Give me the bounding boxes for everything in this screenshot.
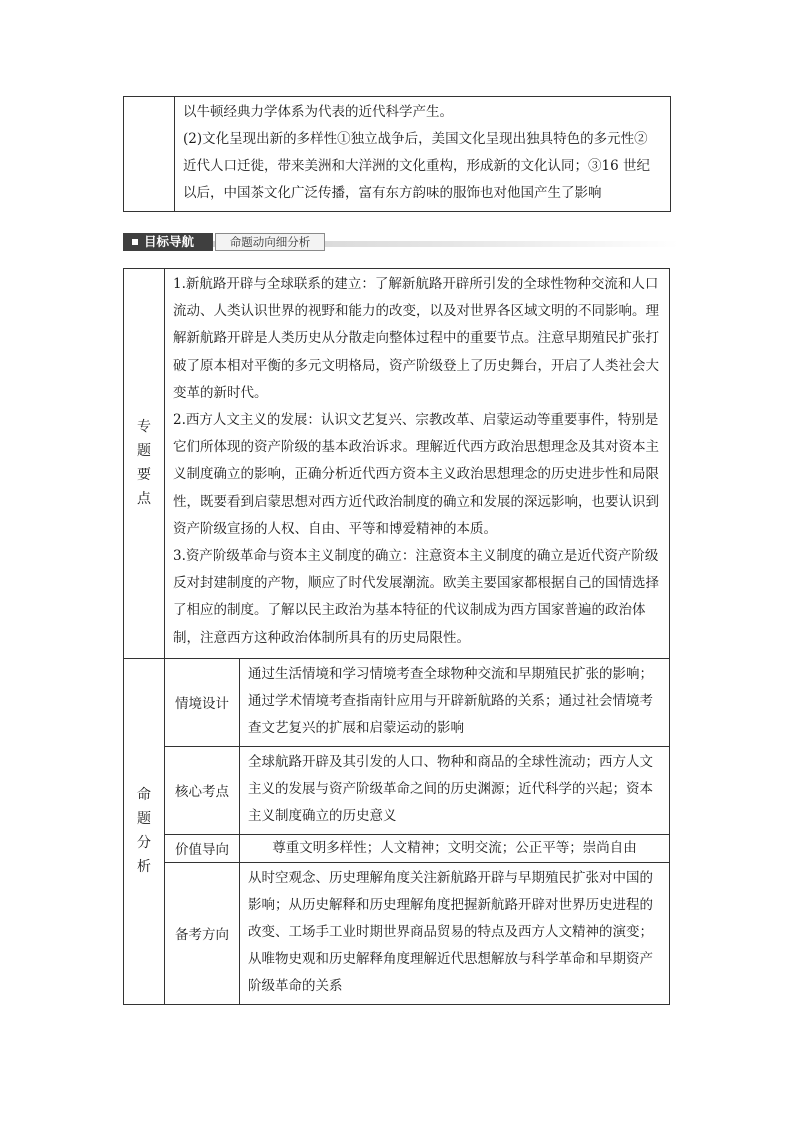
analysis-sublabel: 备考方向	[165, 862, 240, 1004]
analysis-label	[124, 658, 165, 1004]
analysis-row	[124, 658, 670, 746]
analysis-row	[124, 862, 670, 1004]
continuation-text-cell	[175, 97, 671, 212]
analysis-text: 尊重文明多样性；人文精神；文明交流；公正平等；崇尚自由	[240, 834, 670, 862]
analysis-row	[124, 834, 670, 862]
banner-subtitle: 命题动向细分析	[215, 233, 325, 251]
continuation-label-cell	[124, 97, 175, 212]
continuation-line: 以牛顿经典力学体系为代表的近代科学产生。	[183, 104, 453, 120]
analysis-sublabel: 价值导向	[165, 834, 240, 862]
label-char: 分	[137, 835, 151, 852]
continuation-line: 以后，中国茶文化广泛传播，富有东方韵味的服饰也对他国产生了影响	[183, 185, 602, 201]
label-char: 要	[137, 467, 151, 484]
objectives-table	[123, 268, 670, 1005]
key-point-item: 2.西方人文主义的发展：认识文艺复兴、宗教改革、启蒙运动等重要事件，特别是它们所体现的资产阶级的基本政治诉求。理解近代西方政治思想理念及其对资本主义制度确立的影响，正确分析近代西方资本主义政治思想理念的历史进步性和局限性，既要看到启蒙思想对西方近代政治制度的确立和发展的深远影响，也要认识到资产阶级宣扬的人权、自由、平等和博爱精神的本质。	[173, 412, 659, 537]
analysis-sublabel: 核心考点	[165, 746, 240, 834]
label-char: 析	[137, 859, 151, 876]
analysis-sublabel: 情境设计	[165, 658, 240, 746]
continuation-line: (2)文化呈现出新的多样性①独立战争后，美国文化呈现出独具特色的多元性②	[183, 131, 648, 147]
analysis-text: 通过生活情境和学习情境考查全球物种交流和早期殖民扩张的影响；通过学术情境考查指南针应用与开辟新航路的关系；通过社会情境考查文艺复兴的扩展和启蒙运动的影响	[240, 658, 670, 746]
label-char: 点	[137, 491, 151, 508]
banner-title-box	[123, 233, 213, 251]
section-banner	[123, 233, 679, 251]
key-points-label	[124, 269, 165, 659]
analysis-row	[124, 746, 670, 834]
label-char: 专	[137, 419, 151, 436]
label-char: 题	[137, 811, 151, 828]
label-char: 题	[137, 443, 151, 460]
continuation-table	[123, 96, 671, 212]
key-points-content	[165, 269, 670, 659]
label-char: 命	[137, 787, 151, 804]
key-point-item: 3.资产阶级革命与资本主义制度的确立：注意资本主义制度的确立是近代资产阶级反对封建制度的产物，顺应了时代发展潮流。欧美主要国家都根据自己的国情选择了相应的制度。了解以民主政治为基本特征的代议制成为西方国家普遍的政治体制，注意西方这种政治体制所具有的历史局限性。	[173, 548, 659, 646]
key-points-row	[124, 269, 670, 659]
analysis-text: 全球航路开辟及其引发的人口、物种和商品的全球性流动；西方人文主义的发展与资产阶级革命之间的历史渊源；近代科学的兴起；资本主义制度确立的历史意义	[240, 746, 670, 834]
key-point-item: 1.新航路开辟与全球联系的建立：了解新航路开辟所引发的全球性物种交流和人口流动、人类认识世界的视野和能力的改变，以及对世界各区域文明的不同影响。理解新航路开辟是人类历史从分散走向整体过程中的重要节点。注意早期殖民扩张打破了原本相对平衡的多元文明格局，资产阶级登上了历史舞台，开启了人类社会大变革的新时代。	[173, 276, 659, 401]
banner-title: 目标导航	[144, 234, 195, 249]
continuation-line: 近代人口迁徙，带来美洲和大洋洲的文化重构，形成新的文化认同；③16 世纪	[183, 158, 650, 174]
square-bullet-icon	[132, 239, 138, 245]
analysis-text: 从时空观念、历史理解角度关注新航路开辟与早期殖民扩张对中国的影响；从历史解释和历史理解角度把握新航路开辟对世界历史进程的改变、工场手工业时期世界商品贸易的特点及西方人文精神的演变；从唯物史观和历史解释角度理解近代思想解放与科学革命和早期资产阶级革命的关系	[240, 862, 670, 1004]
